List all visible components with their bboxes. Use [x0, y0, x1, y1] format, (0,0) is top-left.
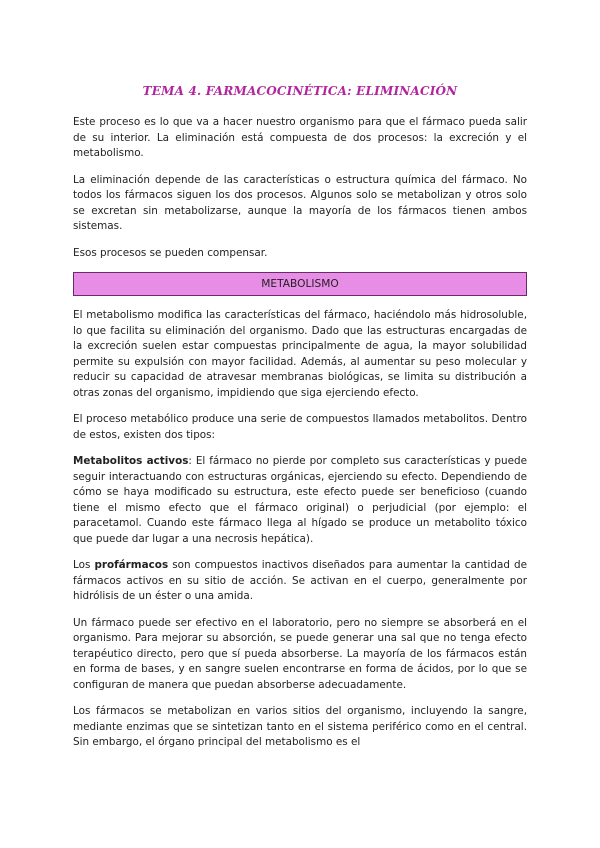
metabolitos-activos-term: Metabolitos activos [73, 455, 189, 467]
document-title: TEMA 4. FARMACOCINÉTICA: ELIMINACIÓN [142, 84, 458, 98]
intro-paragraph-1: Este proceso es lo que va a hacer nuestro organismo para que el fármaco pueda salir de su interior. La eliminación está compuesta de dos procesos: la excreción y el metabolismo. [73, 116, 527, 159]
intro-paragraph-2: La eliminación depende de las características o estructura química del fármaco. No todos los fármacos siguen los dos procesos. Algunos solo se metabolizan y otros solo se excretan sin metabolizarse, aunque la mayoría de los fármacos tienen ambos sistemas. [73, 173, 527, 232]
profarmacos-term: profármacos [94, 559, 169, 571]
profarmacos-paragraph [73, 558, 527, 605]
profarmacos-prefix: Los [73, 559, 95, 571]
metabolismo-paragraph-2: El proceso metabólico produce una serie de compuestos llamados metabolitos. Dentro de estos, existen dos tipos: [73, 413, 527, 441]
sitios-metabolismo-paragraph: Los fármacos se metabolizan en varios sitios del organismo, incluyendo la sangre, mediante enzimas que se sintetizan tanto en el sistema periférico como en el central. Sin embargo, el órgano principal del metabolismo es el [73, 705, 527, 748]
profarmacos-text: son compuestos inactivos diseñados para aumentar la cantidad de fármacos activos en su sitio de acción. Se activan en el cuerpo, generalmente por hidrólisis de un éster o una amida. [73, 559, 527, 602]
laboratorio-paragraph: Un fármaco puede ser efectivo en el laboratorio, pero no siempre se absorberá en el organismo. Para mejorar su absorción, se puede generar una sal que no tenga efecto terapéutico directo, pero que sí pueda absorberse. La mayoría de los fármacos están en forma de bases, y en sangre suelen encontrarse en forma de ácidos, por lo que se configuran de manera que puedan absorberse adecuadamente. [73, 616, 527, 691]
intro-paragraph-3: Esos procesos se pueden compensar. [73, 246, 268, 259]
section-heading-metabolismo: METABOLISMO [73, 272, 527, 296]
metabolitos-activos-text: : El fármaco no pierde por completo sus características y puede seguir interactuando con estructuras orgánicas, ejerciendo su efecto. Dependiendo de cómo se haya modificado su estructura, este efecto puede ser beneficioso (cuando tiene el mismo efecto que el fármaco original) o perjudicial (por ejemplo: el paracetamol. Cuando este fármaco llega al hígado se produce un metabolito tóxico que puede dar lugar a una necrosis hepática). [73, 455, 527, 545]
metabolismo-paragraph-1: El metabolismo modifica las características del fármaco, haciéndolo más hidrosoluble, lo que facilita su eliminación del organismo. Dado que las estructuras encargadas de la excreción suelen estar compuestas principalmente de agua, la mayor solubilidad permite su expulsión con mayor facilidad. Además, al aumentar su peso molecular y reducir su capacidad de atravesar membranas biológicas, se limita su distribución a otras zonas del organismo, impidiendo que siga ejerciendo efecto. [73, 309, 527, 399]
metabolitos-activos-paragraph [73, 454, 527, 547]
